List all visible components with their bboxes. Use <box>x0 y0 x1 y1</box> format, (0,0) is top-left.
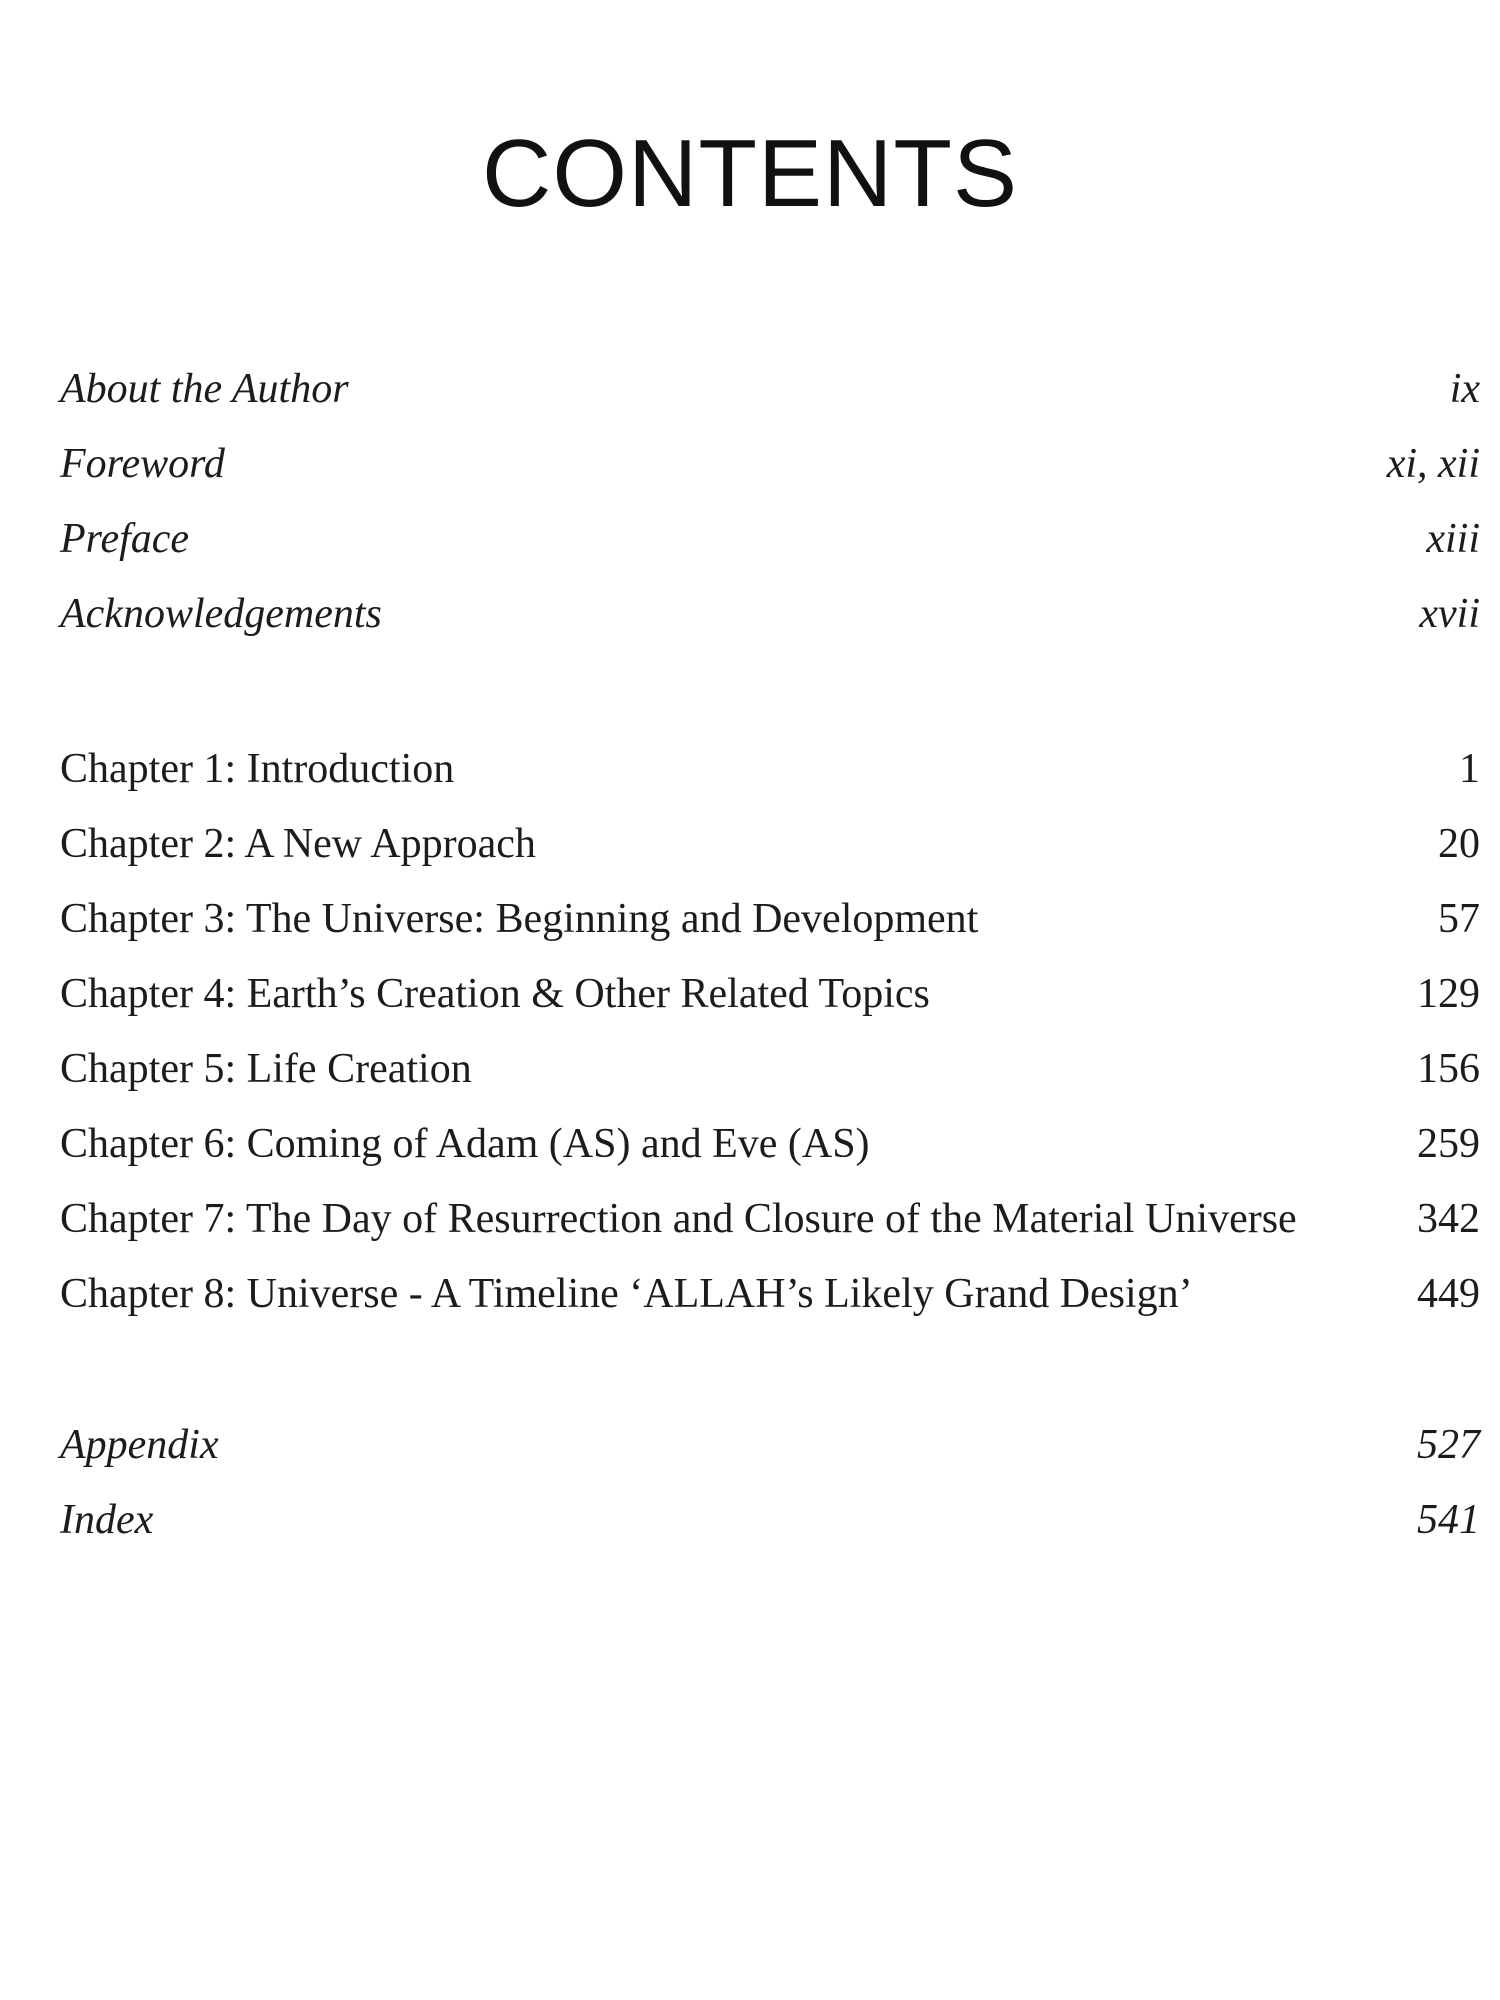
toc-entry-label: Acknowledgements <box>60 591 382 637</box>
toc-entry-label: About the Author <box>60 366 349 412</box>
toc-entry-page: ix <box>1449 366 1480 412</box>
toc-entry-about-the-author <box>60 352 1480 427</box>
toc-entry-chapter-6 <box>60 1107 1480 1182</box>
toc-entry-chapter-3 <box>60 882 1480 957</box>
toc-entry-foreword <box>60 427 1480 502</box>
toc-entry-label: Chapter 2: A New Approach <box>60 821 536 867</box>
toc-entry-label: Chapter 5: Life Creation <box>60 1046 472 1092</box>
toc-entry-chapter-5 <box>60 1032 1480 1107</box>
toc-entry-page: 259 <box>1417 1121 1480 1167</box>
toc-entry-page: 449 <box>1417 1271 1480 1317</box>
toc-entry-label: Index <box>60 1497 154 1543</box>
chapter-list <box>60 732 1480 1332</box>
toc-entry-label: Chapter 3: The Universe: Beginning and Development <box>60 896 979 942</box>
toc-entry-page: 342 <box>1417 1196 1480 1242</box>
toc-entry-chapter-7 <box>60 1182 1480 1257</box>
toc-entry-index <box>60 1483 1480 1558</box>
toc-entry-page: xiii <box>1426 516 1480 562</box>
toc-entry-page: 1 <box>1459 746 1480 792</box>
toc-entry-page: 57 <box>1438 896 1480 942</box>
back-matter-list <box>60 1408 1480 1558</box>
toc-entry-acknowledgements <box>60 577 1480 652</box>
toc-entry-page: 541 <box>1417 1497 1480 1543</box>
toc-entry-label: Appendix <box>60 1422 219 1468</box>
toc-entry-page: xi, xii <box>1386 441 1480 487</box>
page-title: CONTENTS <box>482 120 1018 228</box>
toc-entry-label: Chapter 1: Introduction <box>60 746 455 792</box>
toc-entry-preface <box>60 502 1480 577</box>
toc-entry-chapter-4 <box>60 957 1480 1032</box>
toc-entry-label: Preface <box>60 516 190 562</box>
toc-entry-page: 527 <box>1417 1422 1480 1468</box>
toc-entry-chapter-2 <box>60 807 1480 882</box>
toc-entry-appendix <box>60 1408 1480 1483</box>
toc-entry-label: Chapter 7: The Day of Resurrection and Closure of the Material Universe <box>60 1196 1297 1242</box>
toc-entry-label: Chapter 6: Coming of Adam (AS) and Eve (AS) <box>60 1121 870 1167</box>
toc-entry-label: Chapter 8: Universe - A Timeline ‘ALLAH’s Likely Grand Design’ <box>60 1271 1193 1317</box>
toc-entry-label: Chapter 4: Earth’s Creation & Other Related Topics <box>60 971 930 1017</box>
toc-entry-chapter-8 <box>60 1257 1480 1332</box>
toc-entry-page: 20 <box>1438 821 1480 867</box>
toc-entry-label: Foreword <box>60 441 225 487</box>
toc-entry-page: 129 <box>1417 971 1480 1017</box>
front-matter-list <box>60 352 1480 652</box>
toc-entry-chapter-1 <box>60 732 1480 807</box>
toc-entry-page: 156 <box>1417 1046 1480 1092</box>
toc-entry-page: xvii <box>1419 591 1480 637</box>
